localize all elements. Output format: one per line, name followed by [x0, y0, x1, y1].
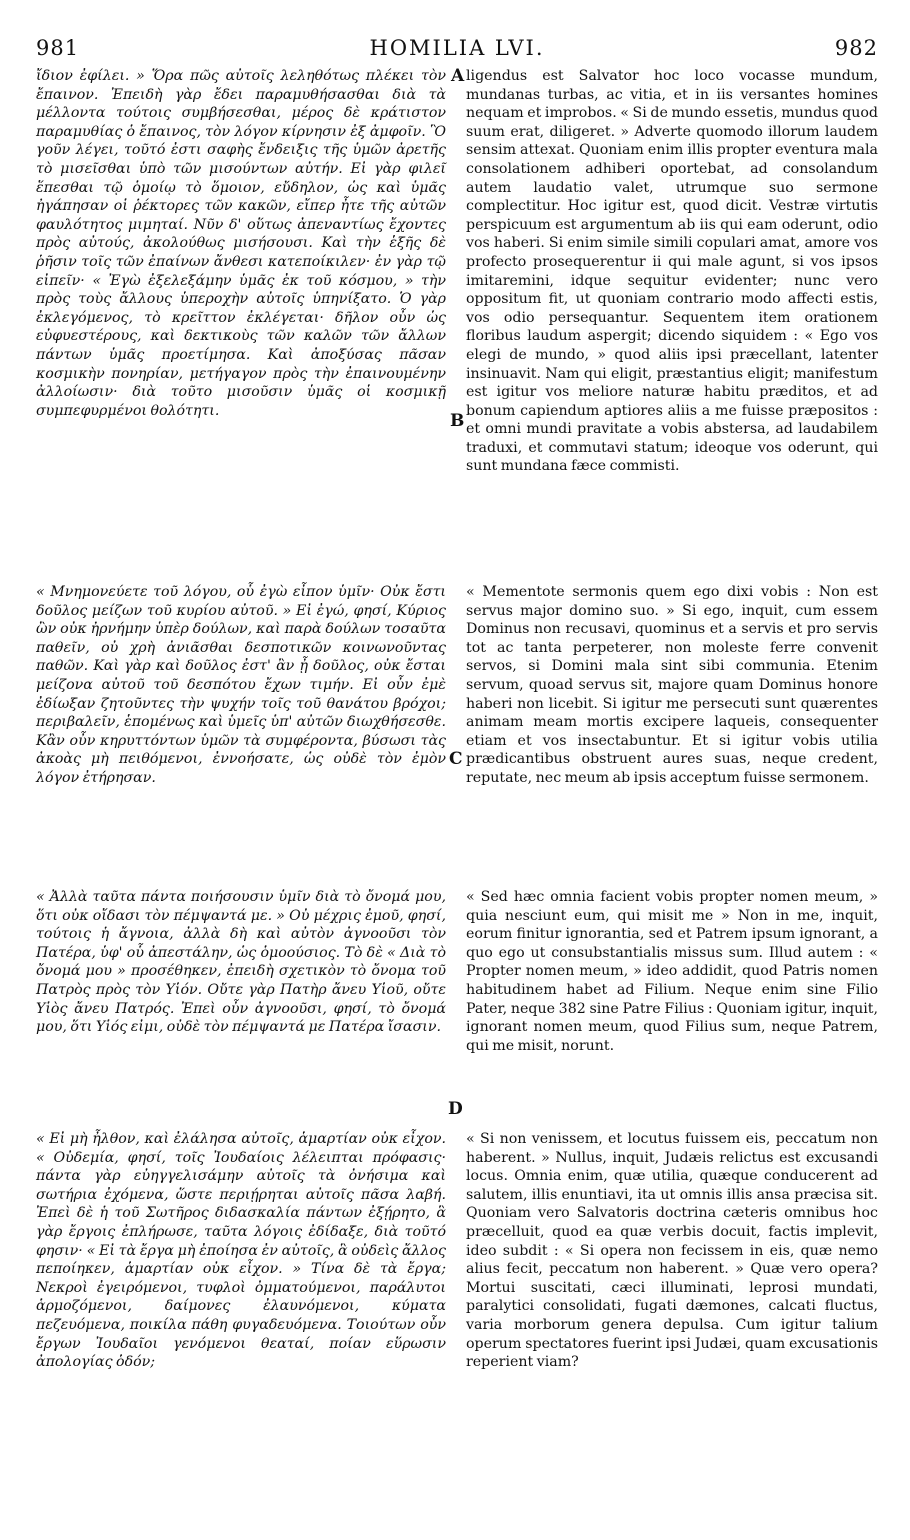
- latin-paragraph-3: « Sed hæc omnia facient vobis propter nomen meum, » quia nesciunt eum, qui misit me » Non in me, inquit, eorum finitur ignorantia, sed et Patrem ipsum ignorant, a quo ego ut consubstantialis missus sum. Illud autem : « Propter nomen meum, » ideo addidit, quod Patris nomen habitudinem habet ad Filium. Neque enim sine Filio Pater, neque 382 sine Patre Filius : Quoniam igitur, inquit, ignorant nomen meum, quod Filius sum, neque Patrem, qui me misit, norunt.: [466, 889, 878, 1054]
- greek-column-block-2: [36, 583, 446, 788]
- greek-paragraph-3: « Ἀλλὰ ταῦτα πάντα ποιήσουσιν ὑμῖν διὰ τὸ ὄνομά μου, ὅτι οὐκ οἴδασι τὸν πέμψαντά με. » Οὐ μέχρις ἐμοῦ, φησί, τούτοις ἡ ἄγνοια, ἀλλὰ δὴ καὶ αὐτὸν ἀγνοοῦσι τὸν Πατέρα, ὑφ' οὗ ἀπεστάλην, ὡς ὁμοούσιος. Τὸ δὲ « Διὰ τὸ ὄνομά μου » προσέθηκεν, ἐπειδὴ σχετικὸν τὸ ὄνομα τοῦ Πατρὸς πρὸς τὸν Υἱόν. Οὔτε γὰρ Πατὴρ ἄνευ Υἱοῦ, οὔτε Υἱὸς ἄνευ Πατρός. Ἐπεὶ οὖν ἀγνοοῦσι, φησί, τὸ ὄνομά μου, ὅτι Υἱός εἰμι, οὐδὲ τὸν πέμψαντά με Πατέρα ἴσασιν.: [36, 889, 446, 1036]
- latin-paragraph-1: ligendus est Salvator hoc loco vocasse mundum, mundanas turbas, ac vitia, et in iis versantes homines nequam et improbos. « Si de mundo essetis, mundus quod suum erat, diligeret. » Adverte quomodo illorum laudem sensim attexat. Quoniam enim illis propter eventura mala consolationem adhiberi oportebat, ad consolandum autem laudatio valet, utrumque suo sermone complectitur. Hoc igitur est, quod dicit. Vestræ virtutis perspicuum est argumentum ab iis qui eam oderunt, odio vos haberi. Si enim simile simili copulari amat, amore vos profecto prosequerentur ii qui male agunt, si vos ipsos imitaremini, idque sequitur evidenter; nunc vero oppositum fit, ut quoniam contrario modo affecti estis, vos odio persequantur. Sequentem item orationem floribus laudum aspergit; dicendo siquidem : « Ego vos elegi de mundo, » quod aliis ipsi præcellant, latenter insinuavit. Nam qui eligit, præstantius eligit; manifestum est igitur vos meliore naturæ habitu præditos, et ad bonum capiendum aptiores aliis a me fuisse præpositos : et omni mundi pravitate a vobis abstersa, ad laudabilem traduxi, et commutavi statum; ideoque vos oderunt, qui sunt mundana fæce commisti.: [466, 68, 878, 475]
- margin-marker-b: B: [450, 411, 465, 431]
- latin-paragraph-4: « Si non venissem, et locutus fuissem eis, peccatum non haberent. » Nullus, inquit, Judæis relictus est excusandi locus. Omnia enim, quæ utilia, quæque conducerent ad salutem, illis enuntiavi, ita ut omnis illis ansa præcisa sit. Quoniam vero Salvatoris doctrina cæteris omnibus hoc præcelluit, quod ea quæ verbis docuit, factis implevit, ideo subdit : « Si opera non fecissem in eis, quæ nemo alius fecit, peccatum non haberent. » Quæ vero opera? Mortui suscitati, cæci illuminati, leprosi mundati, paralytici consolidati, fugati dæmones, calcati fluctus, varia morborum genera depulsa. Cum igitur talium operum spectatores fuerint ipsi Judæi, quam excusationis reperient viam?: [466, 1131, 878, 1371]
- greek-column-block-3: [36, 888, 446, 1037]
- latin-column-block-3: [466, 888, 878, 1055]
- margin-marker-c: C: [449, 749, 463, 769]
- page-number-right: 982: [834, 36, 878, 60]
- latin-column-block-1: [466, 67, 878, 476]
- latin-column-block-4: [466, 1130, 878, 1372]
- page-header: [36, 30, 878, 66]
- page-title: HOMILIA LVI.: [369, 36, 545, 60]
- greek-paragraph-2: « Μνημονεύετε τοῦ λόγου, οὗ ἐγὼ εἶπον ὑμῖν· Οὐκ ἔστι δοῦλος μείζων τοῦ κυρίου αὐτοῦ. » Εἰ ἐγώ, φησί, Κύριος ὢν οὐκ ἠρνήμην ὑπὲρ δούλων, καὶ παρὰ δούλων τοσαῦτα παθεῖν, οὐ χρὴ ἀνιᾶσθαι δεσποτικῶν κοινωνοῦντας παθῶν. Καὶ γὰρ καὶ δοῦλος ἐστ' ἂν ᾖ δοῦλος, οὐκ ἔσται μείζονα αὐτοῦ τοῦ δεσπότου ἔχων τιμήν. Εἰ οὖν ἐμὲ ἐδίωξαν ζητοῦντες τὴν ψυχήν τοῖς τοῦ θανάτου βρόχοι; περιβαλεῖν, ἑπομένως καὶ ὑμεῖς ὑπ' αὐτῶν διωχθήσεσθε. Κἂν οὖν κηρυττόντων ὑμῶν τὰ συμφέροντα, βύσωσι τὰς ἀκοὰς μὴ πειθόμενοι, ἐννοήσατε, ὡς οὐδὲ τὸν ἐμὸν λόγον ἐτήρησαν.: [36, 584, 446, 786]
- latin-column-block-2: [466, 583, 878, 788]
- greek-paragraph-4: « Εἰ μὴ ἦλθον, καὶ ἐλάλησα αὐτοῖς, ἁμαρτίαν οὐκ εἶχον. « Οὐδεμία, φησί, τοῖς Ἰουδαίοις λέλειπται πρόφασις· πάντα γὰρ εὐηγγελισάμην αὐτοῖς τὰ ὀνήσιμα καὶ σωτήρια ἐχόμενα, ὥστε περιῄρηται αὐτοῖς πᾶσα λαβή. Ἐπεὶ δὲ ἡ τοῦ Σωτῆρος διδασκαλία πάντων ἐξῄρητο, ἃ γὰρ ἔργοις ἐπλήρωσε, ταῦτα λόγοις ἐδίδαξε, διὰ τοῦτό φησιν· « Εἰ τὰ ἔργα μὴ ἐποίησα ἐν αὐτοῖς, ἃ οὐδεὶς ἄλλος πεποίηκεν, ἁμαρτίαν οὐκ εἶχον. » Τίνα δὲ τὰ ἔργα; Νεκροὶ ἐγειρόμενοι, τυφλοὶ ὀμματούμενοι, παράλυτοι ἁρμοζόμενοι, δαίμονες ἐλαυνόμενοι, κύματα πεζευόμενα, ποικίλα πάθη φυγαδευόμενα. Τοιούτων οὖν ἔργων Ἰουδαῖοι γενόμενοι θεαταί, ποίαν εὕρωσιν ἀπολογίας ὁδόν;: [36, 1131, 446, 1371]
- greek-column-block-4: [36, 1130, 446, 1372]
- greek-column-block-1: [36, 67, 446, 420]
- page-number-left: 981: [36, 36, 80, 60]
- latin-paragraph-2: « Mementote sermonis quem ego dixi vobis : Non est servus major domino suo. » Si ego, inquit, cum essem Dominus non recusavi, quominus et a servis et pro servis tot ac tanta perpeterer, non moleste ferre convenit servos, si Domini mala sint sibi communia. Etenim servum, quoad servus sit, majore quam Dominus honore haberi non licebit. Si igitur me persecuti sunt quærentes animam meam mortis excipere laqueis, consequenter etiam et vos insectabuntur. Et si igitur vobis utilia prædicantibus obstruent aures suas, neque credent, reputate, nec meum ab ipsis acceptum fuisse sermonem.: [466, 584, 878, 786]
- margin-marker-a: A: [451, 66, 465, 86]
- margin-marker-d: D: [448, 1099, 463, 1119]
- greek-paragraph-1: ἴδιον ἐφίλει. » Ὅρα πῶς αὐτοῖς λεληθότως πλέκει τὸν ἔπαινον. Ἐπειδὴ γὰρ ἔδει παραμυθήσασθαι διὰ τὰ μέλλοντα τούτοις συμβήσεσθαι, μέρος δὲ κράτιστον παραμυθίας ὁ ἔπαινος, τὸν λόγον κίρνησιν ἐξ ἀμφοῖν. Ὃ γοῦν λέγει, τοῦτό ἐστι σαφὴς ἔνδειξις τῆς ὑμῶν ἀρετῆς τὸ μισεῖσθαι ὑπὸ τῶν μισούντων αὐτήν. Εἰ γὰρ φιλεῖ ἕπεσθαι τῷ ὁμοίῳ τὸ ὅμοιον, εὔδηλον, ὡς καὶ ὑμᾶς ἠγάπησαν οἱ ῥέκτορες τῶν κακῶν, εἴπερ ἦτε τῆς αὐτῶν φαυλότητος μιμηταί. Νῦν δ' οὕτως ἀπεναντίως ἔχοντες πρὸς αὐτούς, ἀκολούθως μισήσουσι. Καὶ τὴν ἑξῆς δὲ ῥῆσιν τοῖς τῶν ἐπαίνων ἄνθεσι κατεποίκιλεν· ἐν γὰρ τῷ εἰπεῖν· « Ἐγὼ ἐξελεξάμην ὑμᾶς ἐκ τοῦ κόσμου, » τὴν πρὸς τοὺς ἄλλους ὑπεροχὴν αὐτοῖς ὑπηνίξατο. Ὁ γὰρ ἐκλεγόμενος, τὸ κρεῖττον ἐκλέγεται· δῆλον οὖν ὡς εὐφυεστέρους, καὶ δεκτικοὺς τῶν καλῶν τῶν ἄλλων πάντων ὑμᾶς προετίμησα. Καὶ ἀποξύσας πᾶσαν κοσμικὴν πονηρίαν, μετήγαγον πρὸς τὴν ἐπαινουμένην ἀλλοίωσιν· διὰ τοῦτο μισοῦσιν ὑμᾶς οἱ κοσμικῇ συμπεφυρμένοι θολότητι.: [36, 68, 446, 419]
